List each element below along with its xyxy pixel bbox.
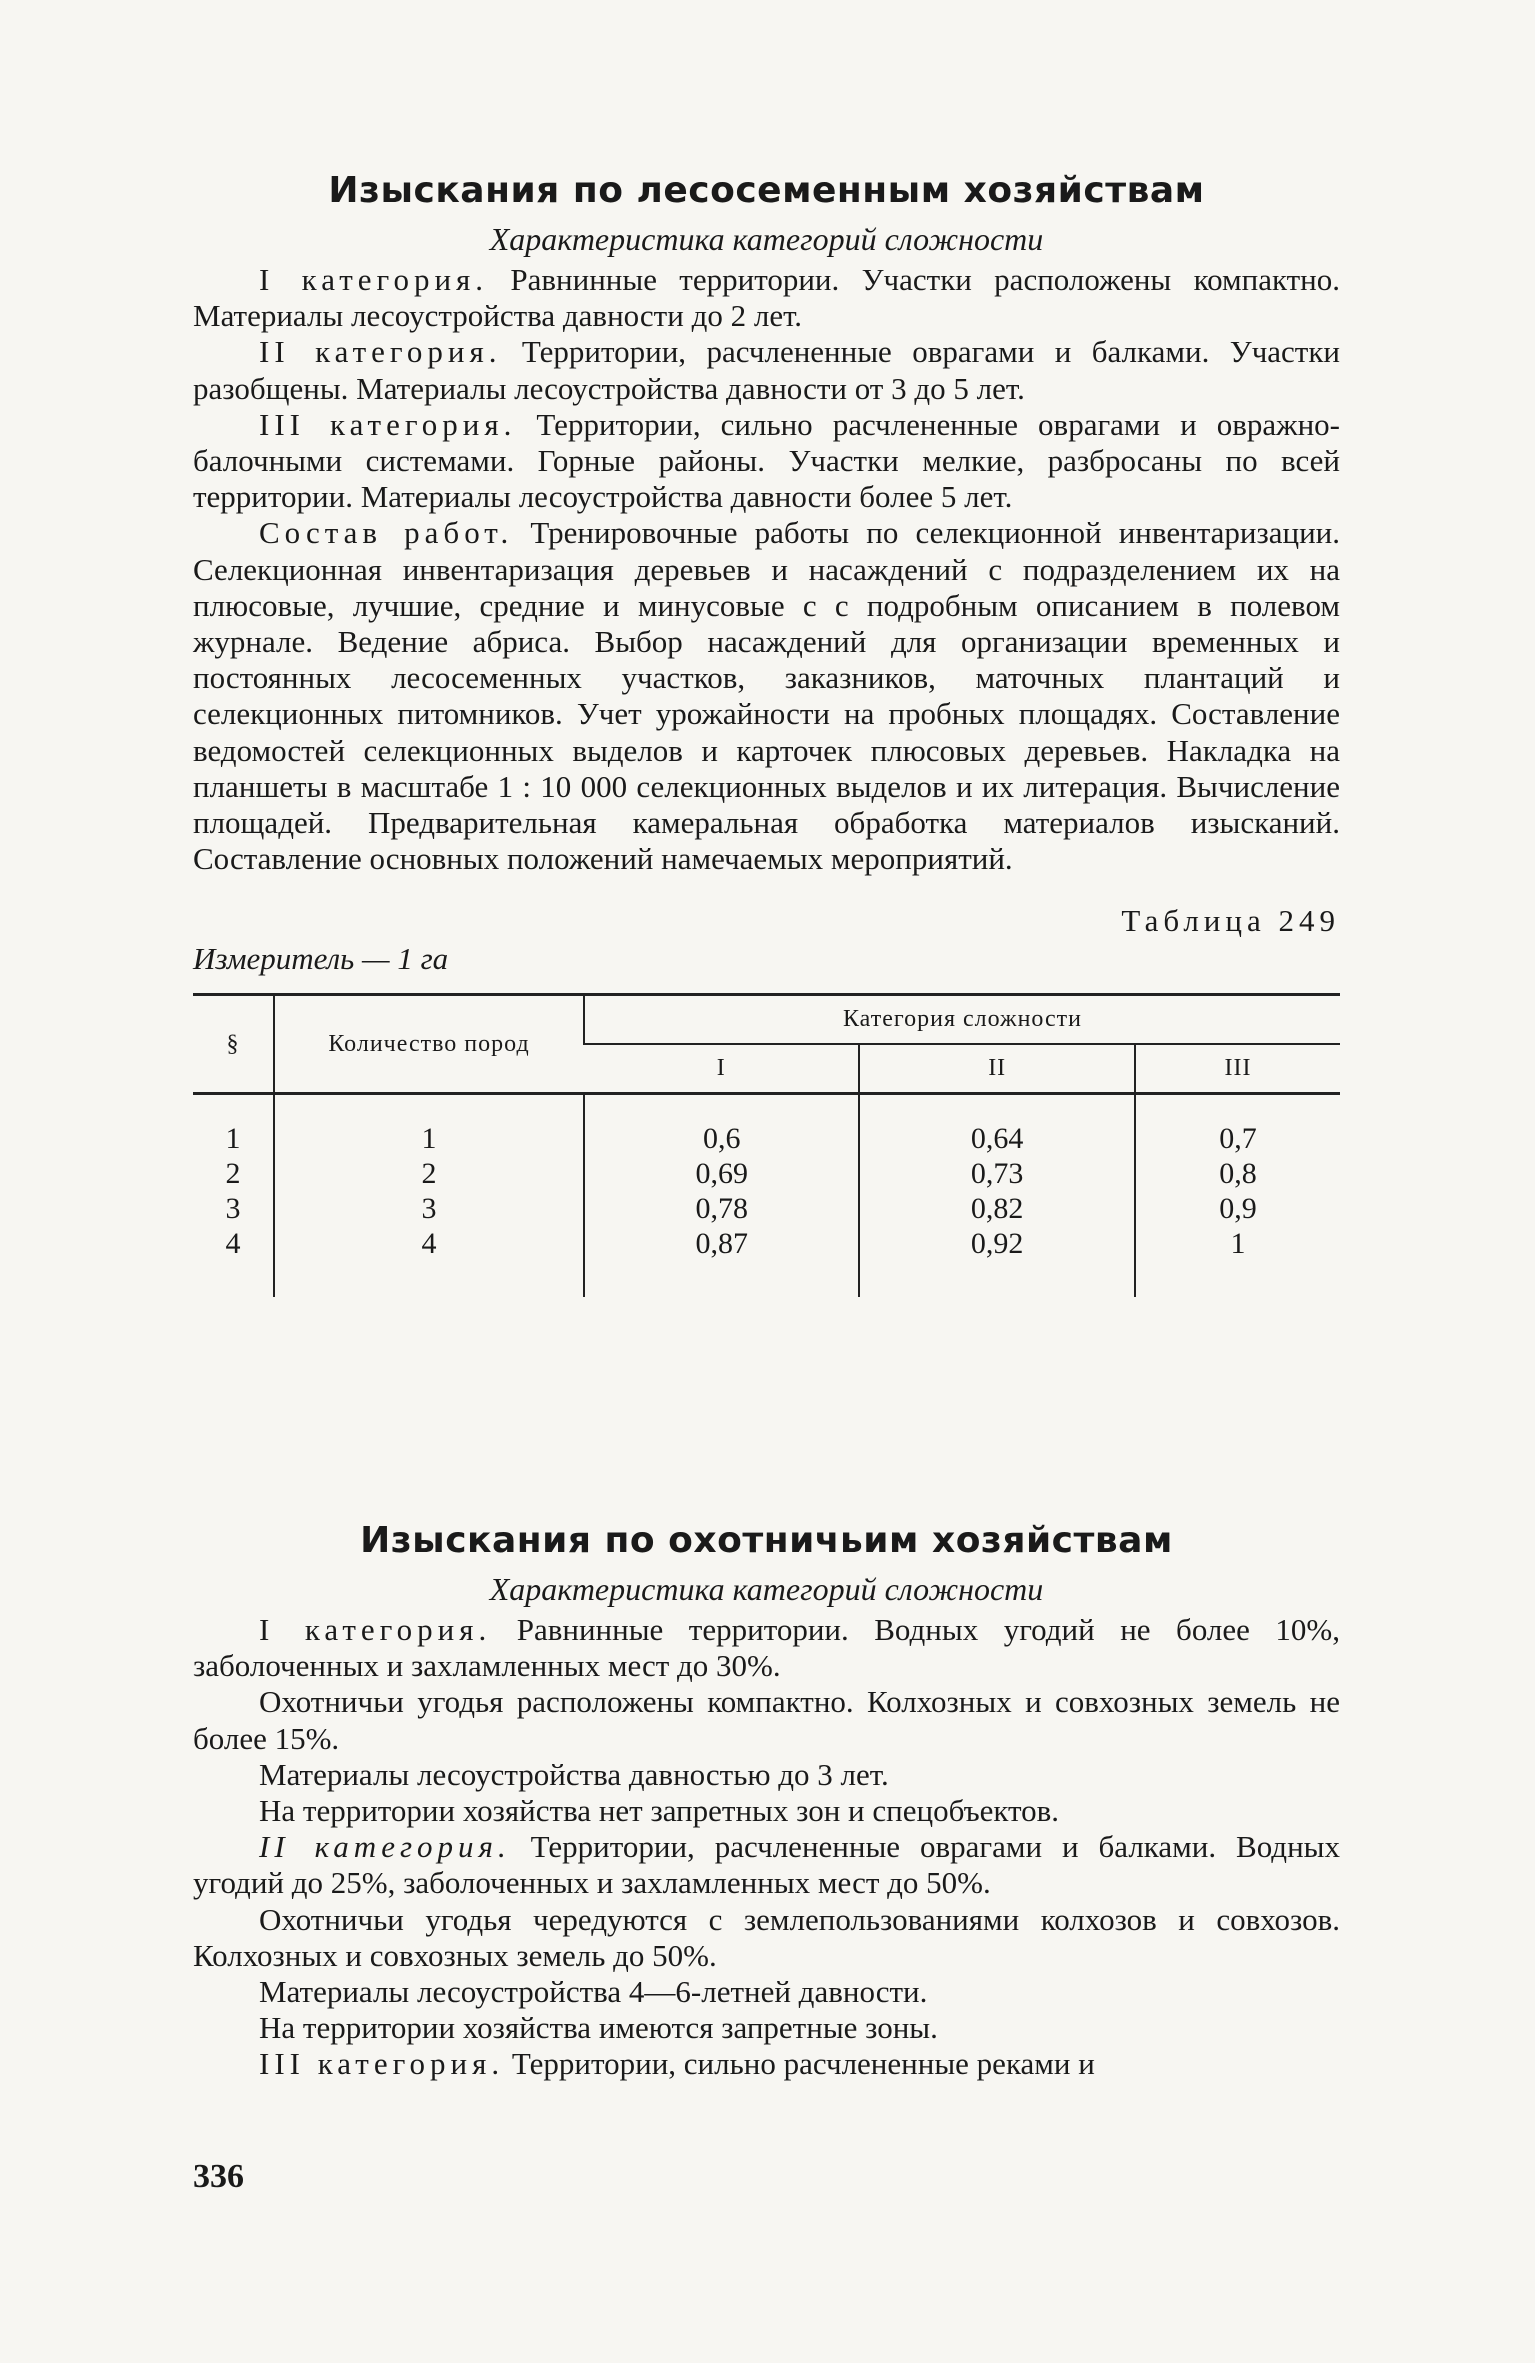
cell-section: 3 xyxy=(225,1192,241,1226)
paragraph-category-2 xyxy=(193,1829,1340,1901)
paragraph-category-1 xyxy=(193,262,1340,334)
cell-section: 2 xyxy=(225,1157,241,1191)
paragraph-text: Территории, сильно расчлененные оврагами и овражно-балочными системами. Горные районы. Участки мелкие, разбросаны по всей территории. Материалы лесоустройства давности более 5 лет. xyxy=(193,406,1341,515)
table-row xyxy=(193,1191,1340,1226)
paragraph-text: Равнинные территории. Водных угодий не более 10%, заболоченных и захламленных мест до 30%. xyxy=(193,1612,1340,1684)
category-label: II категория. xyxy=(259,1829,511,1865)
cell-species: 3 xyxy=(274,1191,584,1226)
table-caption xyxy=(193,903,1340,977)
cell-species: 4 xyxy=(274,1226,584,1297)
cell-cat-1: 0,69 xyxy=(584,1156,859,1191)
cell-cat-1: 0,78 xyxy=(584,1191,859,1226)
cell-cat-2: 0,92 xyxy=(859,1226,1134,1297)
table-row xyxy=(193,1156,1340,1191)
paragraph-text: Территории, расчлененные оврагами и балками. Участки разобщены. Материалы лесоустройства давности от 3 до 5 лет. xyxy=(193,334,1340,406)
cell-cat-3: 0,8 xyxy=(1135,1156,1340,1191)
section-title: Изыскания по лесосеменным хозяйствам xyxy=(328,170,1205,211)
category-label: I категория. xyxy=(259,262,489,297)
paragraph-category-2 xyxy=(193,334,1340,406)
cell-section: 4 xyxy=(225,1227,241,1261)
paragraph-category-1 xyxy=(193,1612,1340,1684)
category-label: I категория. xyxy=(259,1612,492,1647)
paragraph: На территории хозяйства нет запретных зон и спецобъектов. xyxy=(259,1793,1060,1829)
paragraph: Охотничьи угодья расположены компактно. Колхозных и совхозных земель не более 15%. xyxy=(193,1684,1340,1756)
cell-cat-2: 0,73 xyxy=(859,1156,1134,1191)
header-category: Категория сложности xyxy=(584,995,1340,1045)
section-subtitle: Характеристика категорий сложности xyxy=(489,221,1044,257)
paragraph-text: Тренировочные работы по селекционной инвентаризации. Селекционная инвентаризация деревьев и насаждений с подразделением их на плюсовые, лучшие, средние и минусовые с с подробным описанием в полевом журнале. Ведение абриса. Выбор насаждений для организации временных и постоянных лесосеменных участков, заказников, маточных плантаций и селекционных питомников. Учет урожайности на пробных площадях. Составление ведомостей селекционных выделов и карточек плюсовых деревьев. Накладка на планшеты в масштабе 1 : 10 000 селекционных выделов и их литерация. Вычисление площадей. Предварительная камеральная обработка материалов изысканий. Составление основных положений намечаемых мероприятий. xyxy=(193,515,1340,877)
header-category-1: I xyxy=(584,1044,859,1094)
table-row xyxy=(193,1094,1340,1157)
cell-cat-2: 0,82 xyxy=(859,1191,1134,1226)
cell-cat-3: 0,9 xyxy=(1135,1191,1340,1226)
header-category-3: III xyxy=(1135,1044,1340,1094)
table-row xyxy=(193,1226,1340,1297)
category-label: III категория. xyxy=(259,2046,505,2082)
paragraph-text: Территории, сильно расчлененные реками и xyxy=(504,2046,1095,2082)
paragraph: На территории хозяйства имеются запретные зоны. xyxy=(259,2010,938,2046)
rates-table xyxy=(193,993,1340,1297)
cell-cat-2: 0,64 xyxy=(859,1094,1134,1157)
header-section: § xyxy=(193,995,274,1094)
cell-cat-3: 0,7 xyxy=(1135,1094,1340,1157)
header-species-count: Количество пород xyxy=(274,995,584,1094)
header-category-2: II xyxy=(859,1044,1134,1094)
category-label: III категория. xyxy=(259,406,517,442)
paragraph-text: Равнинные территории. Участки расположены компактно. Материалы лесоустройства давности до 2 лет. xyxy=(193,262,1340,334)
cell-species: 2 xyxy=(274,1156,584,1191)
page-number: 336 xyxy=(193,2158,244,2195)
cell-cat-1: 0,87 xyxy=(584,1226,859,1297)
section-hunting xyxy=(193,1520,1340,2083)
cell-cat-3: 1 xyxy=(1135,1226,1340,1297)
section-forest-seed xyxy=(193,170,1340,1297)
cell-cat-1: 0,6 xyxy=(584,1094,859,1157)
paragraph: Материалы лесоустройства давностью до 3 лет. xyxy=(259,1756,889,1792)
paragraph-category-3 xyxy=(193,2046,1340,2082)
paragraph-work-composition xyxy=(193,515,1340,877)
table-number: Таблица 249 xyxy=(1121,903,1340,939)
category-label: II категория. xyxy=(259,334,502,370)
work-label: Состав работ. xyxy=(259,515,514,551)
paragraph: Охотничьи угодья чередуются с землепользованиями колхозов и совхозов. Колхозных и совхозных земель до 50%. xyxy=(193,1901,1340,1973)
paragraph: Материалы лесоустройства 4—6-летней давности. xyxy=(259,1974,928,2010)
cell-species: 1 xyxy=(274,1094,584,1157)
cell-section: 1 xyxy=(225,1122,241,1156)
section-title: Изыскания по охотничьим хозяйствам xyxy=(360,1520,1173,1561)
table-unit: Измеритель — 1 га xyxy=(193,941,449,977)
paragraph-text: Территории, расчлененные оврагами и балками. Водных угодий до 25%, заболоченных и захламленных мест до 50%. xyxy=(193,1829,1340,1901)
paragraph-category-3 xyxy=(193,407,1340,516)
section-subtitle: Характеристика категорий сложности xyxy=(489,1571,1044,1607)
